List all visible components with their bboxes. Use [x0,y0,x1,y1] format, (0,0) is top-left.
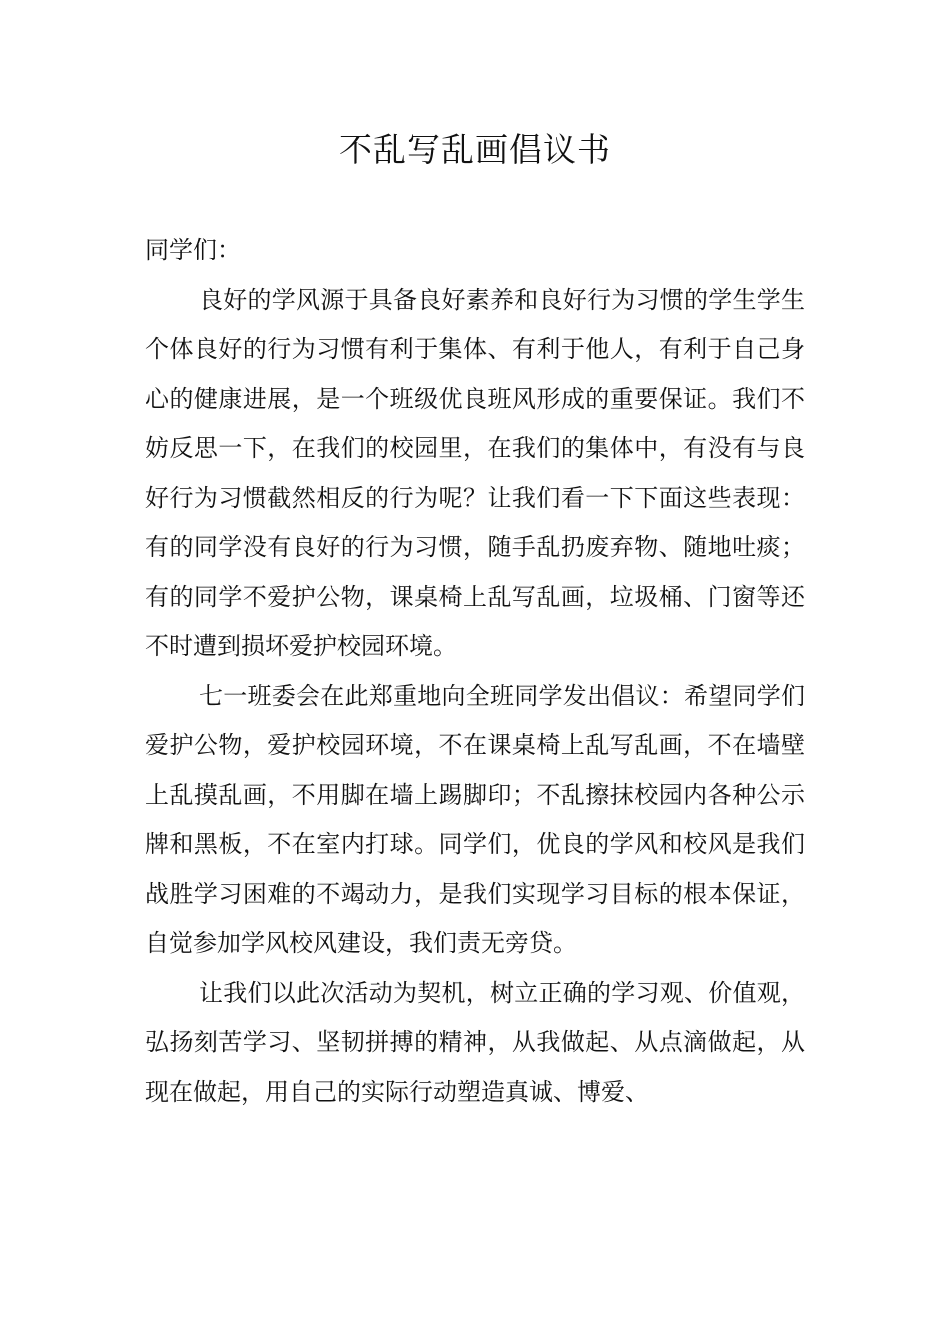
paragraph-2: 七一班委会在此郑重地向全班同学发出倡议：希望同学们爱护公物，爱护校园环境，不在课桌椅上乱写乱画，不在墙壁上乱摸乱画，不用脚在墙上踢脚印；不乱擦抹校园内各种公示牌和黑板，不在室内打球。同学们，优良的学风和校风是我们战胜学习困难的不竭动力，是我们实现学习目标的根本保证，自觉参加学风校风建设，我们责无旁贷。 [145,681,805,957]
salutation: 同学们： [145,236,241,264]
paragraph-3: 让我们以此次活动为契机，树立正确的学习观、价值观，弘扬刻苦学习、坚韧拼搏的精神，从我做起、从点滴做起，从现在做起，用自己的实际行动塑造真诚、博爱、 [145,978,805,1106]
document-body [145,226,805,1117]
paragraph-1: 良好的学风源于具备良好素养和良好行为习惯的学生学生个体良好的行为习惯有利于集体、有利于他人，有利于自己身心的健康进展，是一个班级优良班风形成的重要保证。我们不妨反思一下，在我们的校园里，在我们的集体中，有没有与良好行为习惯截然相反的行为呢？让我们看一下下面这些表现：有的同学没有良好的行为习惯，随手乱扔废弃物、随地吐痰；有的同学不爱护公物，课桌椅上乱写乱画，垃圾桶、门窗等还不时遭到损坏爱护校园环境。 [145,285,805,660]
document-title: 不乱写乱画倡议书 [339,130,611,169]
